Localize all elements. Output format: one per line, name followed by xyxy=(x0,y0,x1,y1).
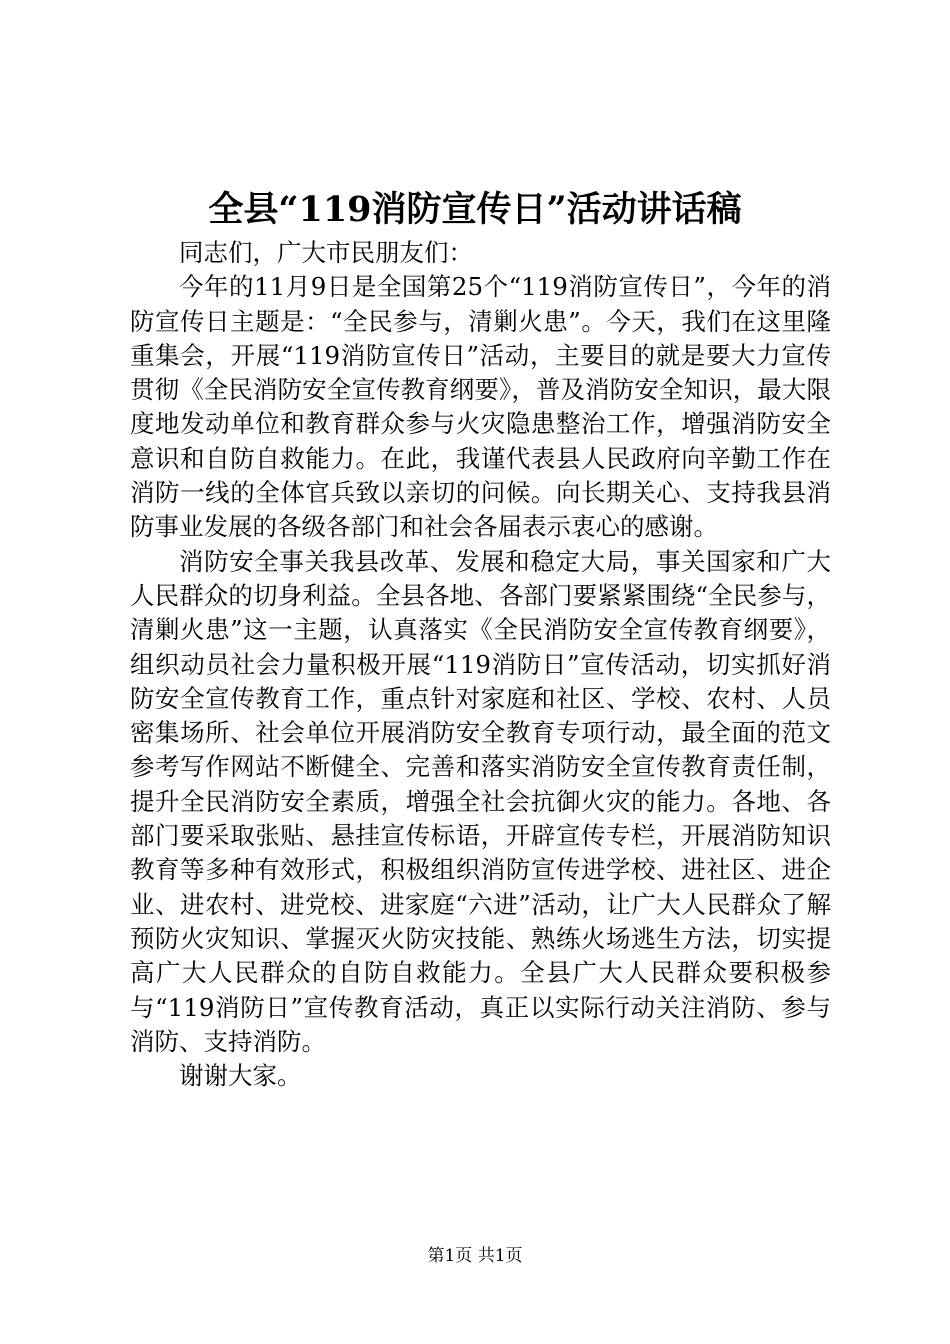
page-footer: 第1页 共1页 xyxy=(427,1246,523,1266)
salutation: 同志们，广大市民朋友们： xyxy=(179,238,473,267)
paragraph-1: 今年的11月9日是全国第25个“119消防宣传日”，今年的消防宣传日主题是：“全民参与，清剿火患”。今天，我们在这里隆重集会，开展“119消防宣传日”活动，主要目的就是要大力宣传贯彻《全民消防安全宣传教育纲要》，普及消防安全知识，最大限度地发动单位和教育群众参与火灾隐患整治工作，增强消防安全意识和自防自救能力。在此，我谨代表县人民政府向辛勤工作在消防一线的全体官兵致以亲切的问候。向长期关心、支持我县消防事业发展的各级各部门和社会各届表示衷心的感谢。 xyxy=(130,272,831,542)
paragraph-2: 消防安全事关我县改革、发展和稳定大局，事关国家和广大人民群众的切身利益。全县各地、各部门要紧紧围绕“全民参与，清剿火患”这一主题，认真落实《全民消防安全宣传教育纲要》，组织动员社会力量积极开展“119消防日”宣传活动，切实抓好消防安全宣传教育工作，重点针对家庭和社区、学校、农村、人员密集场所、社会单位开展消防安全教育专项行动，最全面的范文参考写作网站不断健全、完善和落实消防安全宣传教育责任制，提升全民消防安全素质，增强全社会抗御火灾的能力。各地、各部门要采取张贴、悬挂宣传标语，开辟宣传专栏，开展消防知识教育等多种有效形式，积极组织消防宣传进学校、进社区、进企业、进农村、进党校、进家庭“六进”活动，让广大人民群众了解预防火灾知识、掌握灭火防灾技能、熟练火场逃生方法，切实提高广大人民群众的自防自救能力。全县广大人民群众要积极参与“119消防日”宣传教育活动，真正以实际行动关注消防、参与消防、支持消防。 xyxy=(130,546,831,1056)
document-body xyxy=(130,236,831,1093)
closing-line: 谢谢大家。 xyxy=(179,1061,302,1091)
document-title: 全县“119消防宣传日”活动讲话稿 xyxy=(208,189,742,230)
